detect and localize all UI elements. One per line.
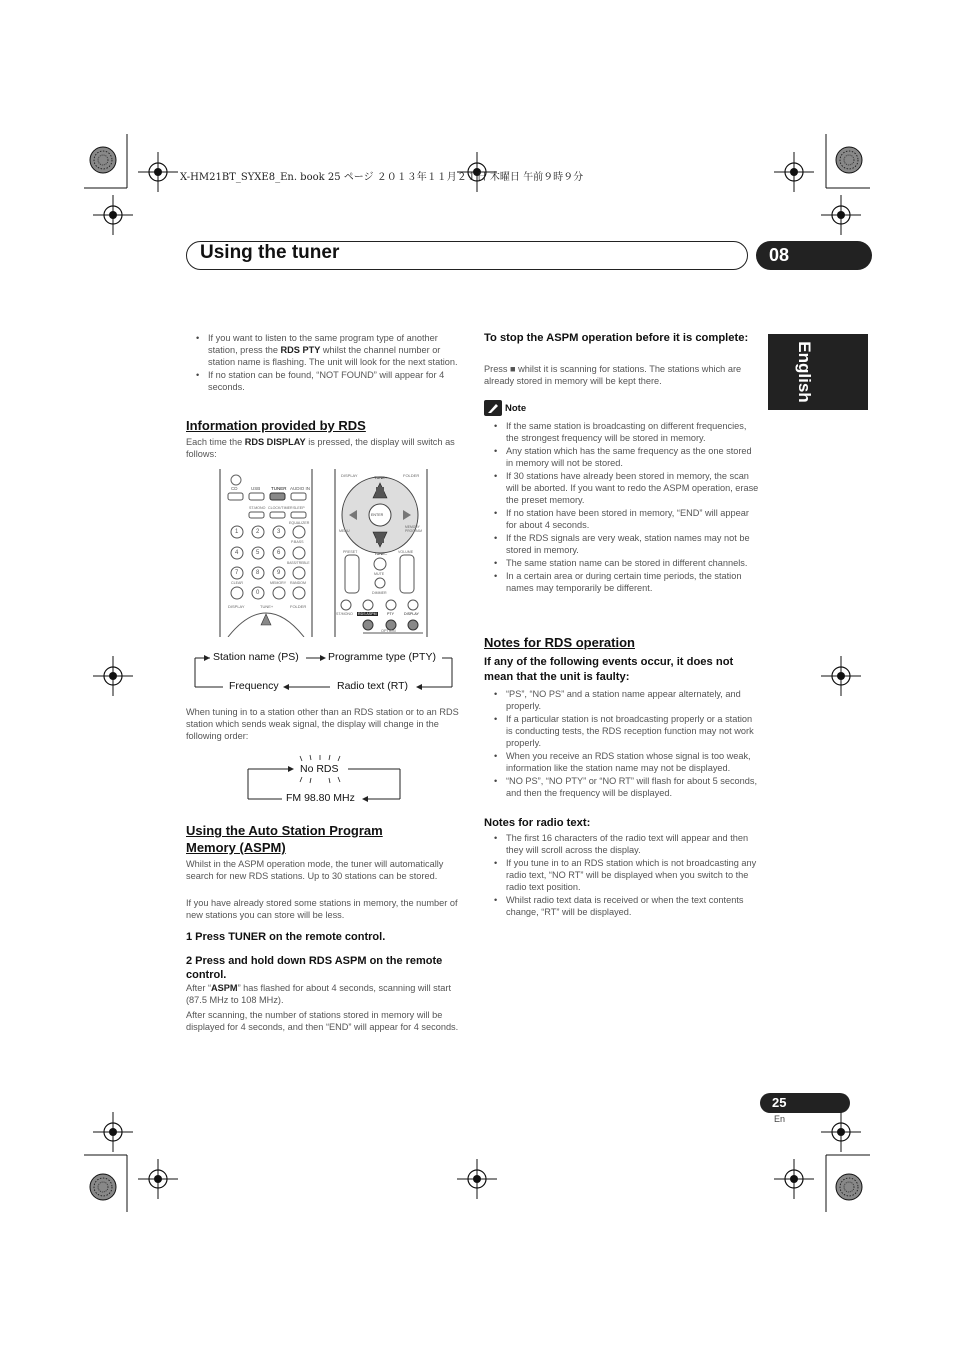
rds-operation-heading: Notes for RDS operation — [484, 635, 635, 650]
remote-left-body — [218, 469, 314, 637]
weak-signal-text: When tuning in to a station other than an RDS station or to an RDS station which sends weak signal, the display will change in the following order: — [186, 707, 459, 741]
remote-right-dimmer: DIMMER — [372, 591, 387, 595]
list-item: • In a certain area or during certain time periods, the station names may temporarily be different. — [484, 570, 760, 594]
language-tab-label: English — [795, 341, 814, 403]
remote-right-folder: FOLDER — [403, 473, 420, 478]
list-item: • If you want to listen to the same program type of another station, press the RDS PTY whilst the channel number or station name is flashing. The unit will look for the next station. — [186, 332, 462, 368]
remote-right-volume: VOLUME — [398, 550, 414, 554]
remote-illustration-left: CD USB TUNER AUDIO IN ST.MONO CLOCK/TIMER SLEEP EQUALIZER 1 2 3 P.BASS 4 5 6 BASS/TREBLE 7 8 9 CLEAR MEMORY RANDOM 0 DISPLAY TUNE+ FOLDER — [218, 469, 314, 637]
cycle-station-name: Station name (PS) — [213, 651, 299, 663]
remote-left-key-zero: 0 — [256, 590, 260, 596]
note-icon — [484, 400, 502, 416]
chapter-number: 08 — [756, 241, 872, 270]
remote-right-enter: ENTER — [371, 513, 384, 517]
print-info-line: X-HM21BT_SYXE8_En. book 25 ページ ２０１３年１１月２１日 木曜日 午前９時９分 — [180, 172, 584, 183]
faulty-heading: If any of the following events occur, it does not mean that the unit is faulty: — [484, 656, 734, 683]
radio-text-heading: Notes for radio text: — [484, 817, 591, 829]
intro-bullets — [186, 332, 462, 394]
list-item: • “PS”, “NO PS” and a station name appear alternately, and properly. — [484, 688, 760, 712]
step-2: 2 Press and hold down RDS ASPM on the remote control. — [186, 955, 443, 981]
note-label: Note — [505, 403, 527, 414]
list-item: • If no station can be found, “NOT FOUND” will appear for 4 seconds. — [186, 369, 462, 393]
section-title: Using the tuner — [200, 242, 340, 263]
fm-frequency-label: FM 98.80 MHz — [286, 792, 355, 804]
remote-right-option: OPTION — [381, 629, 396, 633]
remote-right-mute: MUTE — [374, 572, 385, 576]
remote-left-equalizer: EQUALIZER — [289, 521, 310, 525]
list-item: • If no station have been stored in memory, “END” will appear for about 4 seconds. — [484, 507, 760, 531]
cycle-frequency: Frequency — [229, 680, 279, 692]
list-item: • Any station which has the same frequency as the one stored in memory will not be stored. — [484, 445, 760, 469]
aspm-heading: Using the Auto Station Program Memory (ASPM) — [186, 823, 383, 855]
rds-info-heading: Information provided by RDS — [186, 418, 366, 433]
remote-illustration-right: DISPLAY FOLDER TUNE+ ENTER MENU MEMORY PROGRAM TUNE– PRESET VOLUME MUTE DIMMER ST/MONO RDS ASPM PTY DISPLAY OPTION — [333, 469, 429, 637]
remote-right-tune-minus: TUNE– — [374, 551, 388, 556]
remote-right-tune-plus: TUNE+ — [374, 475, 388, 480]
aspm-paragraph-2: If you have already stored some stations in memory, the number of new stations you can store will be less. — [186, 898, 458, 920]
list-item: • If a particular station is not broadcasting properly or a station is conducting tests, the RDS reception function may not work properly. — [484, 713, 760, 749]
cycle-programme-type: Programme type (PTY) — [328, 651, 436, 663]
page-language-code: En — [774, 1114, 786, 1124]
after-scan-text: After scanning, the number of stations stored in memory will be displayed for 4 seconds, and then “END” will appear for 4 seconds. — [186, 1010, 459, 1032]
rds-info-intro: Each time the RDS DISPLAY is pressed, the display will switch as follows: — [186, 437, 455, 459]
faulty-list — [484, 688, 760, 800]
no-rds-label: No RDS — [300, 763, 339, 775]
remote-left-basstreble: BASS/TREBLE — [287, 561, 310, 565]
stop-aspm-heading: To stop the ASPM operation before it is complete: — [484, 332, 749, 344]
list-item: • “NO PS”, “NO PTY” or “NO RT” will flash for about 5 seconds, and then the frequency will be displayed. — [484, 775, 760, 799]
list-item: • The same station name can be stored in different channels. — [484, 557, 760, 569]
after-aspm-text: After “ASPM” has flashed for about 4 seconds, scanning will start (87.5 MHz to 108 MHz). — [186, 983, 452, 1005]
remote-right-preset: PRESET — [343, 550, 358, 554]
aspm-paragraph-1: Whilst in the ASPM operation mode, the tuner will automatically search for new RDS stations. Up to 30 stations can be stored. — [186, 859, 444, 881]
remote-right-display: DISPLAY — [341, 473, 358, 478]
cycle-radio-text: Radio text (RT) — [337, 680, 408, 692]
language-tab — [768, 334, 868, 410]
remote-right-menu: MENU — [339, 529, 350, 533]
list-item: • If 30 stations have already been stored in memory, the scan will be aborted. If you want to redo the ASPM operation, erase the preset memory. — [484, 470, 760, 506]
list-item: • If the same station is broadcasting on different frequencies, the strongest frequency will be stored in memory. — [484, 420, 760, 444]
remote-right-memory-program: MEMORY PROGRAM — [405, 525, 423, 533]
note-list — [484, 420, 760, 595]
remote-left-pbass: P.BASS — [291, 540, 304, 544]
stop-aspm-text: Press ■ whilst it is scanning for stations. The stations which are already stored in memory will be kept there. — [484, 364, 742, 386]
step-1: 1 Press TUNER on the remote control. — [186, 931, 386, 943]
list-item: • If you tune in to an RDS station which is not broadcasting any radio text, “NO RT” will be displayed when you switch to the radio text position. — [484, 857, 760, 893]
list-item: • If the RDS signals are very weak, station names may not be stored in memory. — [484, 532, 760, 556]
list-item: • When you receive an RDS station whose signal is too weak, information like the station name may not be displayed. — [484, 750, 760, 774]
list-item: • The first 16 characters of the radio text will appear and then they will scroll across the display. — [484, 832, 760, 856]
radio-text-list — [484, 832, 760, 919]
page-number: 25 — [760, 1093, 850, 1113]
list-item: • Whilst radio text data is received or when the text contents change, “RT” will be displayed. — [484, 894, 760, 918]
